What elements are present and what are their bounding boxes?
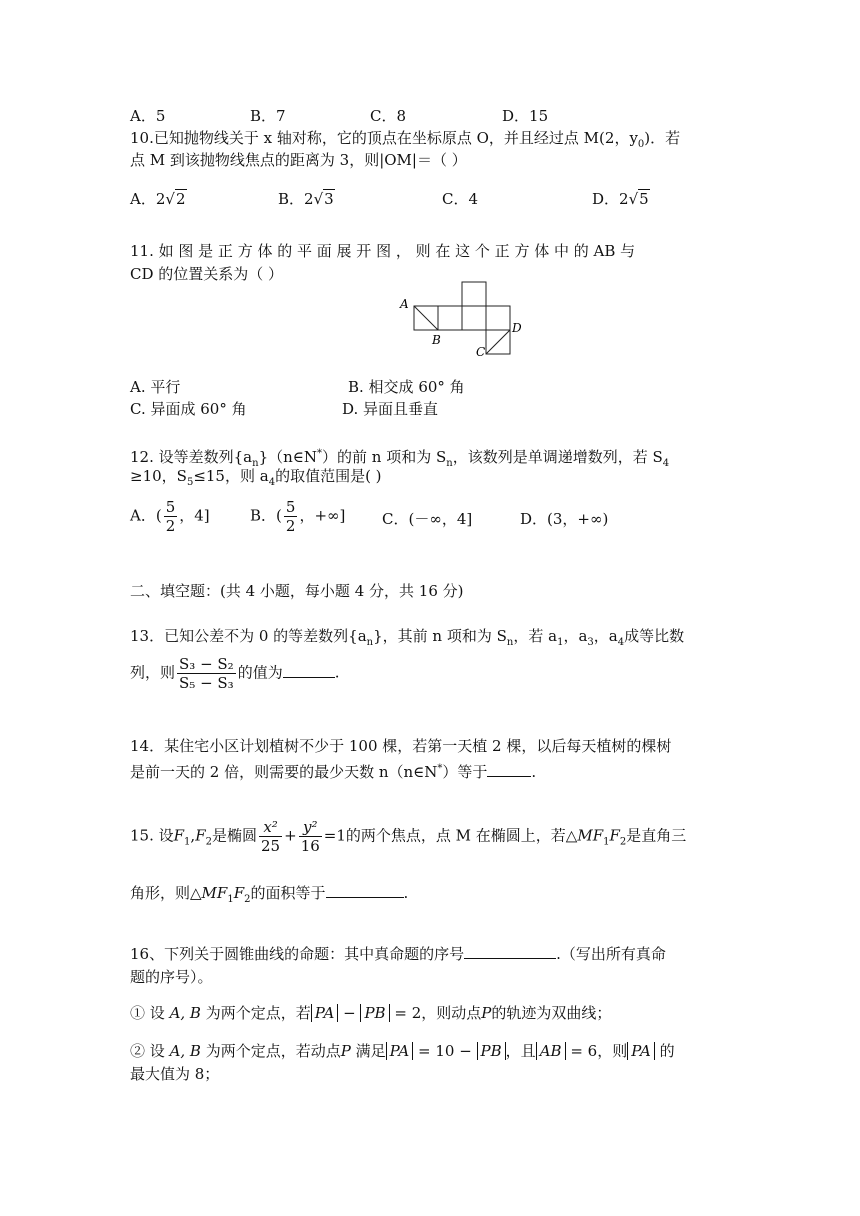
q13-line2: 列，则 $\frac{\text{S₃ − S₂}}{\text{S₅ − S₃}}$ 的值为 . [130,655,340,692]
q9-option-a: A．5 [130,107,166,125]
q15-line1: 15. 设$F_1,F_2$是椭圆 $\frac{\text{x²}}{25}$ + $\frac{\text{y²}}{16}$ =1的两个焦点，点 M 在椭圆上，若$\triangle MF_1F_2$是直角三 [130,818,687,855]
q12-option-d: D．(3，+∞) [520,510,609,528]
q16-item2: ② 设 A, B 为两个定点，若动点P 满足 PA = 10 − PB ，且 AB = 6，则 PA 的 [130,1042,675,1060]
net-square [486,306,510,330]
q16-line-last: 最大值为 8； [130,1065,220,1083]
q10-option-b: B．2√3 [278,190,334,208]
segment-ab [414,306,438,330]
q9-option-d: D．15 [502,107,549,125]
q12-option-a: A．( $\frac{5}{2}$ ，4] [130,498,210,535]
q9-option-c: C．8 [370,107,407,125]
cube-net-figure [398,280,528,360]
q14-line1: 14．某住宅小区计划植树不少于 100 棵，若第一天植 2 棵，以后每天植树的棵树 [130,737,672,755]
q12-line2: ≥10，$S_5\le 15$，则 $a_4$的取值范围是( ) [130,467,382,488]
q16-line1: 16、下列关于圆锥曲线的命题：其中真命题的序号 .（写出所有真命 [130,945,666,963]
q15-line2: 角形，则$\triangle MF_1F_2$的面积等于 . [130,884,409,905]
q11-line2: CD 的位置关系为（ ） [130,265,284,283]
q11-option-c: C. 异面成 60° 角 [130,400,247,418]
q13-answer-blank[interactable] [283,663,335,678]
label-c: C [476,345,486,359]
segment-cd [486,330,510,354]
q9-option-b: B．7 [250,107,286,125]
net-square [438,306,462,330]
q14-answer-blank[interactable] [487,762,531,777]
q16-item1: ① 设 A, B 为两个定点，若 PA − PB = 2，则动点P的轨迹为双曲线； [130,1004,612,1022]
q11-option-b: B. 相交成 60° 角 [348,378,465,396]
q10-line1: 10.已知抛物线关于 x 轴对称，它的顶点在坐标原点 O，并且经过点 M(2，$y_0$)．若 [130,129,681,150]
q13-line1: 13．已知公差不为 0 的等差数列$\{a_n\}$，其前 n 项和为 $S_n$，若 $a_1$，$a_3$，$a_4$成等比数 [130,627,685,648]
label-d: D [512,321,522,335]
q14-line2: 是前一天的 2 倍，则需要的最少天数 n（n∈N*）等于 . [130,763,537,781]
q11-line1: 11. 如 图 是 正 方 体 的 平 面 展 开 图 ， 则 在 这 个 正 方 体 中 的 AB 与 [130,242,636,260]
q12-option-b: B．( $\frac{5}{2}$ ，+∞] [250,498,346,535]
net-square [462,282,486,306]
net-square [462,306,486,330]
q11-option-a: A. 平行 [130,378,181,396]
q15-answer-blank[interactable] [326,883,404,898]
q10-option-a: A．2√2 [130,190,186,208]
label-b: B [432,333,441,347]
section2-heading: 二、填空题：(共 4 小题，每小题 4 分，共 16 分) [130,582,464,600]
q12-option-c: C．(－∞，4] [382,510,473,528]
q16-answer-blank[interactable] [464,944,556,959]
label-a: A [400,297,409,311]
q10-option-d: D．2√5 [592,190,649,208]
q10-option-c: C．4 [442,190,479,208]
q16-line2: 题的序号）。 [130,968,213,986]
q12-line1: 12. 设等差数列$\{a_n\}(n\in N^*)$的前 n 项和为 $S_n$，该数列是单调递增数列，若 $S_4$ [130,448,670,469]
q10-line2: 点 M 到该抛物线焦点的距离为 3，则|OM|＝（ ） [130,151,467,169]
q11-option-d: D. 异面且垂直 [342,400,439,418]
